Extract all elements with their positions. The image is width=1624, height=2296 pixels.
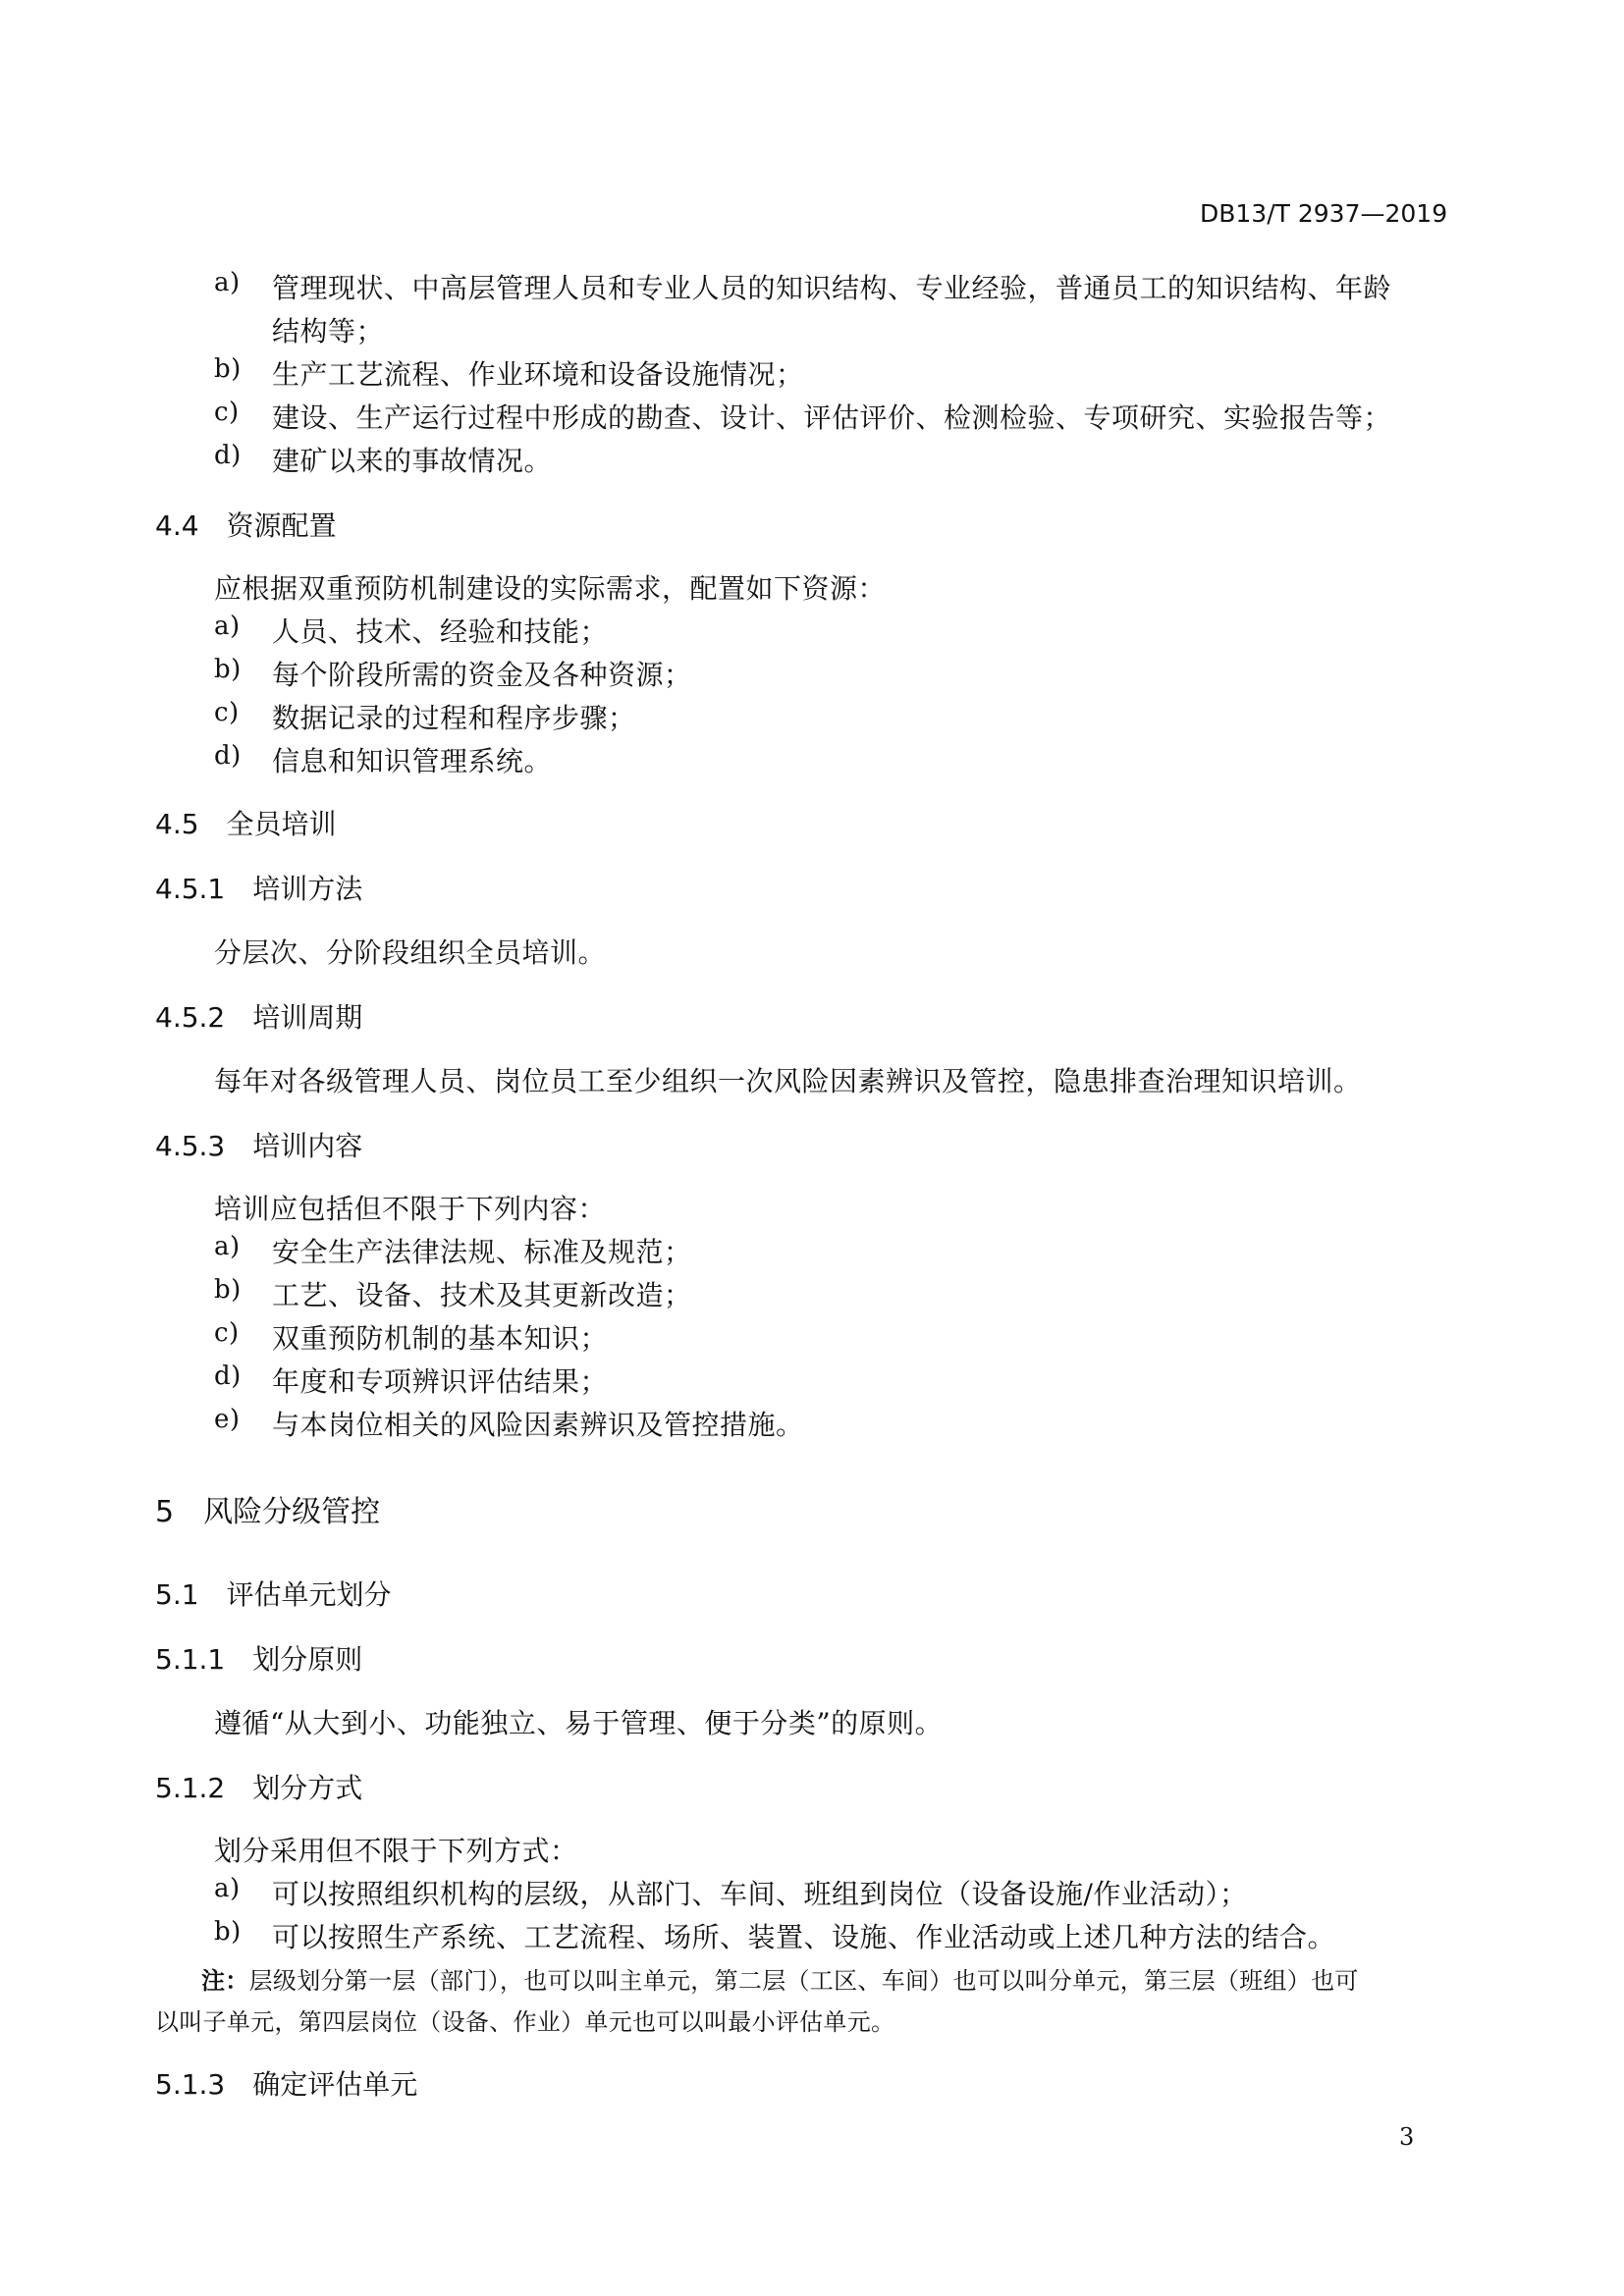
- list-item: 建设、生产运行过程中形成的勘查、设计、评估评价、检测检验、专项研究、实验报告等；: [272, 401, 1392, 434]
- list-item: 安全生产法律法规、标准及规范；: [272, 1236, 692, 1268]
- section-heading-4-5: 4.5 全员培训: [155, 808, 337, 840]
- document-id-header: DB13/T 2937—2019: [1200, 199, 1448, 228]
- page-number: 3: [1399, 2123, 1415, 2151]
- list-item: 工艺、设备、技术及其更新改造；: [272, 1279, 692, 1311]
- list-item: 双重预防机制的基本知识；: [272, 1322, 609, 1355]
- list-label: d): [214, 1362, 242, 1391]
- list-item: 人员、技术、经验和技能；: [272, 615, 609, 648]
- list-item-continuation: 结构等；: [272, 315, 385, 347]
- paragraph: 每年对各级管理人员、岗位员工至少组织一次风险因素辨识及管控，隐患排查治理知识培训。: [214, 1065, 1362, 1097]
- subsection-heading-5-1-2: 5.1.2 划分方式: [155, 1772, 363, 1804]
- note-text: 层级划分第一层（部门），也可以叫主单元，第二层（工区、车间）也可以叫分单元，第三层（班组）也可: [248, 1967, 1359, 1995]
- paragraph: 遵循“从大到小、功能独立、易于管理、便于分类”的原则。: [214, 1707, 944, 1739]
- list-label: b): [214, 354, 242, 384]
- list-label: a): [214, 268, 241, 297]
- list-item: 可以按照组织机构的层级，从部门、车间、班组到岗位（设备设施/作业活动）；: [272, 1878, 1248, 1910]
- list-label: c): [214, 698, 240, 727]
- list-label: a): [214, 1874, 241, 1903]
- list-item: 建矿以来的事故情况。: [272, 445, 553, 477]
- subsection-heading-4-5-3: 4.5.3 培训内容: [155, 1130, 363, 1162]
- list-label: b): [214, 1275, 242, 1305]
- paragraph: 应根据双重预防机制建设的实际需求，配置如下资源：: [214, 572, 887, 605]
- list-label: d): [214, 441, 242, 470]
- list-item: 每个阶段所需的资金及各种资源；: [272, 659, 692, 691]
- list-item: 与本岗位相关的风险因素辨识及管控措施。: [272, 1409, 804, 1441]
- list-label: b): [214, 655, 242, 684]
- note-line: [201, 1961, 1359, 1996]
- note-label: 注：: [201, 1966, 249, 1995]
- list-label: a): [214, 1232, 241, 1261]
- note-line-continuation: 以叫子单元，第四层岗位（设备、作业）单元也可以叫最小评估单元。: [155, 2008, 895, 2036]
- subsection-heading-4-5-2: 4.5.2 培训周期: [155, 1001, 363, 1034]
- subsection-heading-4-5-1: 4.5.1 培训方法: [155, 873, 363, 905]
- list-label: d): [214, 741, 242, 771]
- list-label: c): [214, 1318, 240, 1348]
- paragraph: 培训应包括但不限于下列内容：: [214, 1193, 607, 1225]
- paragraph: 分层次、分阶段组织全员培训。: [214, 936, 607, 969]
- list-item: 年度和专项辨识评估结果；: [272, 1365, 609, 1398]
- list-item: 信息和知识管理系统。: [272, 745, 553, 777]
- list-item: 生产工艺流程、作业环境和设备设施情况；: [272, 358, 804, 391]
- list-label: e): [214, 1405, 241, 1434]
- chapter-heading-5: 5 风险分级管控: [155, 1495, 381, 1529]
- list-item: 数据记录的过程和程序步骤；: [272, 702, 636, 734]
- subsection-heading-5-1-1: 5.1.1 划分原则: [155, 1643, 363, 1676]
- paragraph: 划分采用但不限于下列方式：: [214, 1835, 578, 1867]
- subsection-heading-5-1-3: 5.1.3 确定评估单元: [155, 2068, 418, 2101]
- list-label: b): [214, 1917, 242, 1947]
- section-heading-5-1: 5.1 评估单元划分: [155, 1578, 392, 1611]
- list-label: c): [214, 398, 240, 427]
- list-label: a): [214, 612, 241, 641]
- section-heading-4-4: 4.4 资源配置: [155, 509, 337, 542]
- list-item: 管理现状、中高层管理人员和专业人员的知识结构、专业经验，普通员工的知识结构、年龄: [272, 272, 1392, 304]
- list-item: 可以按照生产系统、工艺流程、场所、装置、设施、作业活动或上述几种方法的结合。: [272, 1921, 1336, 1953]
